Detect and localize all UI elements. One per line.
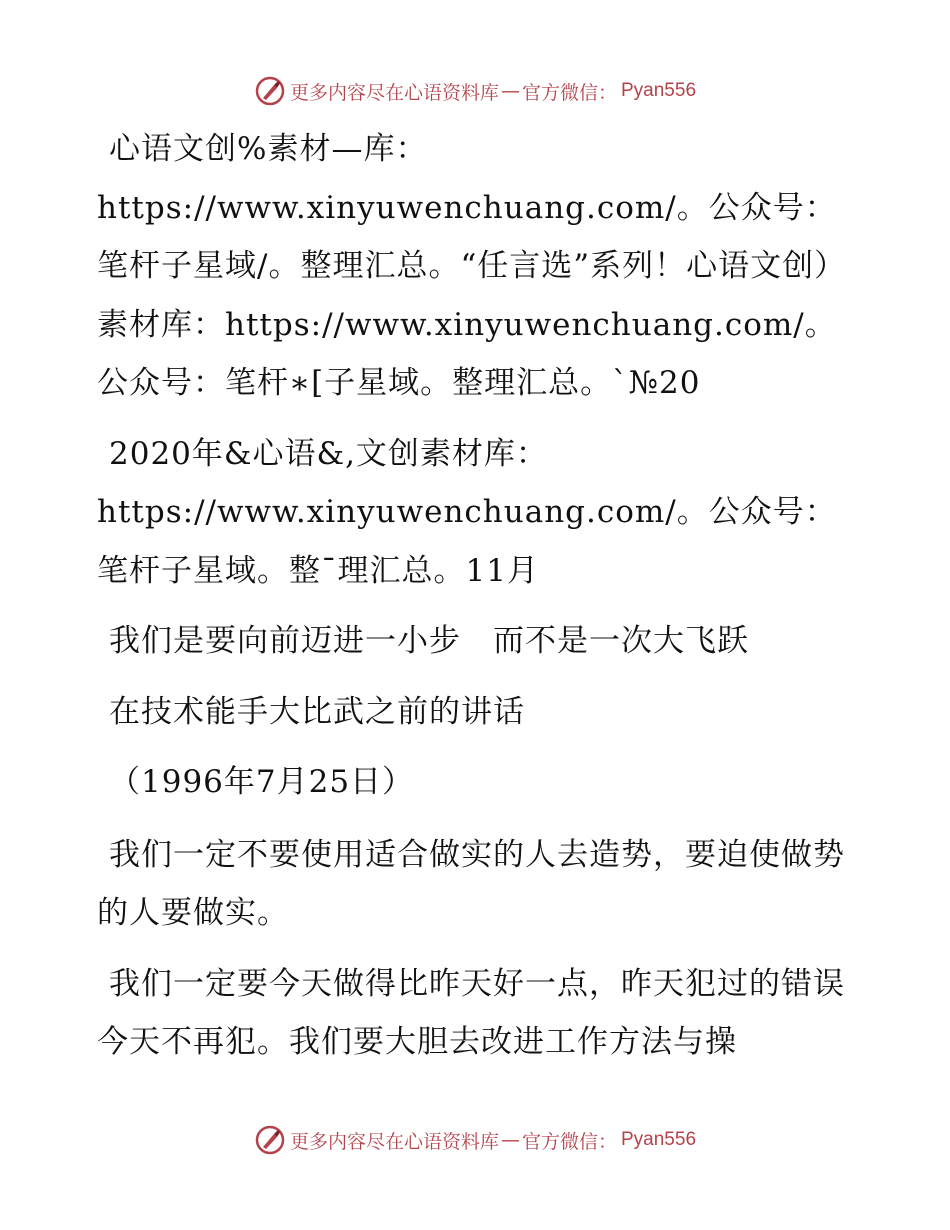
watermark-wechat-id: Pyan556: [621, 1129, 697, 1150]
header-watermark: [0, 71, 950, 111]
watermark-text: 更多内容尽在心语资料库: [289, 1130, 499, 1153]
pen-logo-icon: [254, 75, 286, 107]
speech-date: （1996年7月25日）: [109, 764, 415, 800]
pen-logo-icon: [254, 1124, 286, 1156]
document-body: [97, 120, 857, 1072]
speech-title: 我们是要向前迈进一小步 而不是一次大飞跃: [109, 623, 749, 659]
watermark-wechat-label: 官方微信：: [521, 1130, 617, 1153]
source-note-paragraph-2: 2020年&心语&,文创素材库：https://www.xinyuwenchuang.com/。公众号：笔杆子星域。整¯理汇总。11月: [97, 435, 837, 589]
watermark-wechat-id: Pyan556: [621, 80, 697, 101]
source-note-paragraph: 心语文创%素材—库：https://www.xinyuwenchuang.com/。公众号：笔杆子星域/。整理汇总。“任言选”系列！心语文创）素材库：https://www.xinyuwenchuang.com/。公众号：笔杆∗[子星域。整理汇总。`№20: [97, 131, 847, 401]
watermark-wechat-label: 官方微信：: [521, 81, 617, 104]
body-paragraph-2: 我们一定要今天做得比昨天好一点，昨天犯过的错误今天不再犯。我们要大胆去改进工作方法与操: [97, 965, 845, 1060]
speech-subtitle: 在技术能手大比武之前的讲话: [109, 693, 525, 730]
body-paragraph-1: 我们一定不要使用适合做实的人去造势，要迫使做势的人要做实。: [97, 836, 845, 931]
watermark-separator: —: [500, 80, 520, 102]
watermark-text: 更多内容尽在心语资料库: [289, 81, 499, 104]
footer-watermark: [0, 1120, 950, 1160]
watermark-separator: —: [500, 1129, 520, 1151]
